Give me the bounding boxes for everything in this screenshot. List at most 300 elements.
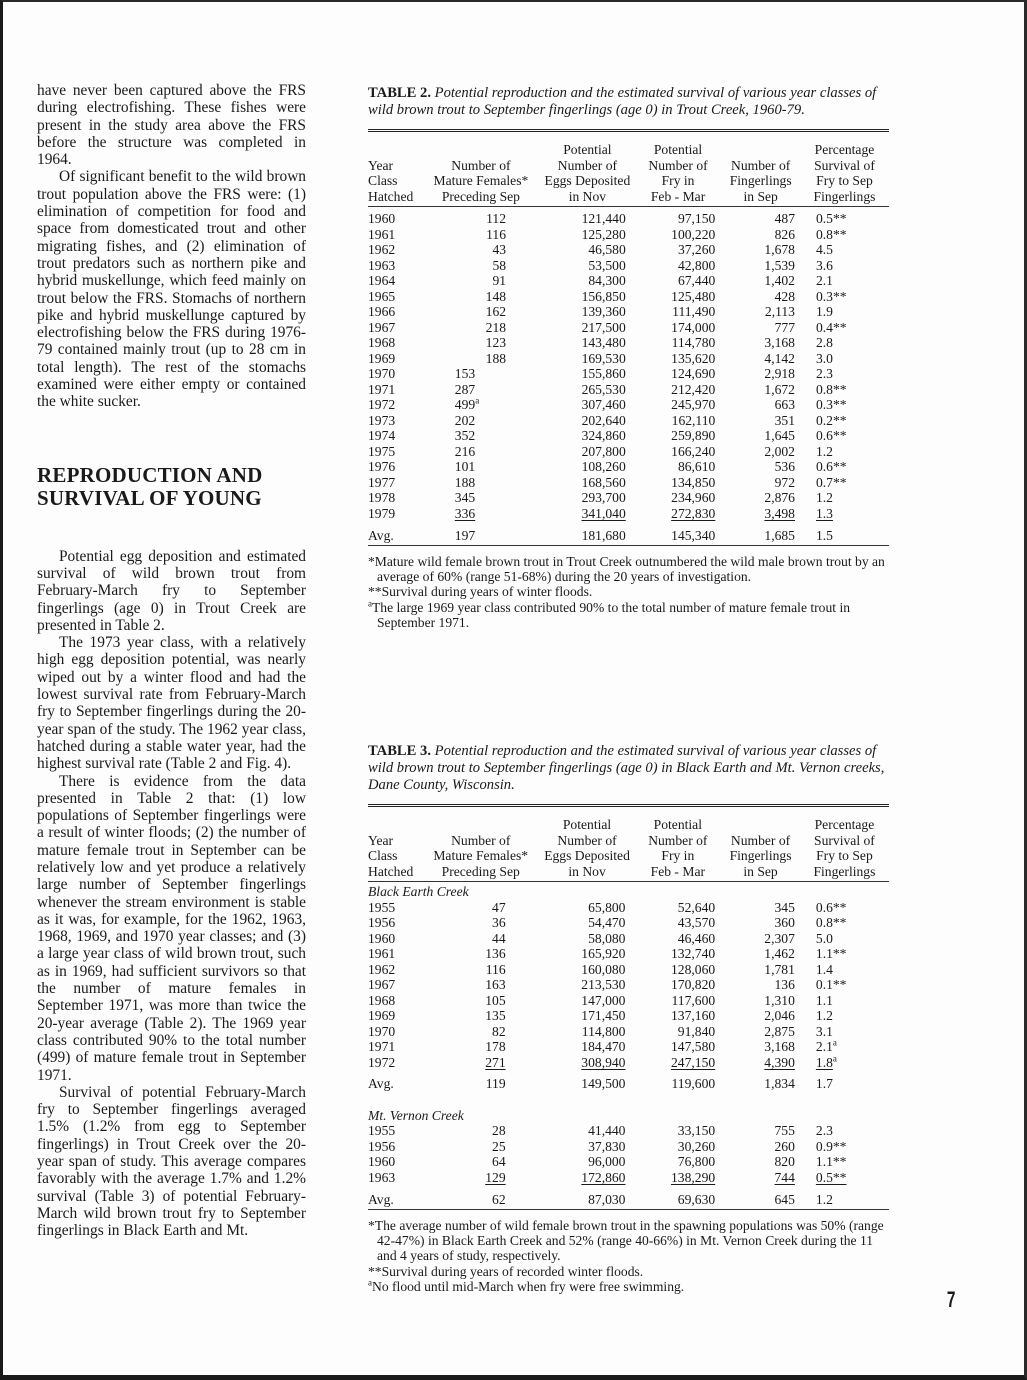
cell-eggs: 217,500: [581, 319, 626, 335]
cell-fry: 234,960: [671, 490, 716, 506]
cell-females: 153: [454, 366, 476, 382]
cell-year: 1967: [368, 977, 396, 993]
cell-females: 345: [454, 490, 476, 506]
cell-eggs: 207,800: [581, 443, 626, 459]
cell-year: 1963: [368, 257, 396, 273]
cell-fingerlings: 4,390: [764, 1054, 795, 1070]
table-row: [368, 1170, 889, 1186]
cell-survival: 1.2: [800, 1185, 889, 1209]
cell-females: 62: [422, 1185, 540, 1209]
table-row: [368, 273, 889, 289]
cell-females: 58: [492, 257, 507, 273]
cell-survival: 0.5**: [815, 1169, 847, 1185]
cell-year: 1970: [368, 1023, 396, 1039]
cell-year: 1973: [368, 412, 396, 428]
cell-eggs: 324,860: [581, 428, 626, 444]
cell-fingerlings: 351: [774, 412, 795, 428]
cell-fingerlings: 2,307: [764, 930, 795, 946]
cell-eggs: 155,860: [581, 366, 626, 382]
cell-fingerlings: 260: [774, 1138, 795, 1154]
cell-eggs: 84,300: [588, 273, 626, 289]
footnote: *The average number of wild female brown trout in the spawning populations was 50% (range 42-47%) in Black Earth Creek and 52% (range 40-66%) in Mt. Vernon Creek during the 11 and 4 years of study, respectively.: [368, 1217, 884, 1264]
table-row: [368, 931, 889, 947]
cell-survival: 1.1: [815, 992, 833, 1008]
cell-year: 1962: [368, 961, 396, 977]
cell-eggs: 46,580: [588, 242, 626, 258]
cell-year: 1965: [368, 288, 396, 304]
cell-females: 25: [492, 1138, 506, 1154]
cell-females: 112: [486, 211, 507, 227]
table-3: [368, 817, 889, 1210]
cell-females: 271: [485, 1054, 506, 1070]
cell-females: 123: [485, 335, 507, 351]
cell-fingerlings: 136: [774, 977, 795, 993]
cell-fingerlings: 1,672: [764, 381, 795, 397]
paragraph: have never been captured above the FRS during electrofishing. These fishes were present in the study area above the FRS before the structure was completed in 1964.: [37, 82, 306, 169]
cell-survival: 1.9: [815, 304, 833, 320]
cell-females: 162: [485, 304, 507, 320]
footnote: *Mature wild female brown trout in Trout Creek outnumbered the wild male brown trout by an average of 60% (range 51-68%) during the 20 years of investigation.: [368, 553, 885, 585]
cell-fingerlings: 820: [774, 1154, 795, 1170]
cell-fingerlings: 4,142: [764, 350, 795, 366]
cell-fry: 30,260: [677, 1138, 716, 1154]
table-row: [368, 1154, 889, 1170]
col-header-fingerlings: Number of Fingerlings in Sep: [721, 142, 800, 207]
table-row: [368, 242, 889, 258]
cell-fry: 69,630: [634, 1185, 721, 1209]
table-caption-text: Potential reproduction and the estimated survival of various year classes of wild brown trout to September fingerlings (age 0) in Black Earth and Mt. Vernon creeks, Dane County, Wisconsin.: [368, 743, 885, 793]
cell-fingerlings: 428: [774, 288, 795, 304]
table-2: [368, 142, 889, 546]
cell-eggs: 181,680: [540, 521, 635, 545]
cell-females: 82: [492, 1023, 506, 1039]
cell-females: 499$^a$: [454, 395, 480, 413]
table-3-body: [368, 882, 889, 1210]
cell-fry: 128,060: [670, 961, 716, 977]
double-rule: [368, 804, 889, 817]
table-row: [368, 1008, 889, 1024]
cell-year: 1961: [368, 226, 396, 242]
cell-survival: 2.1: [815, 273, 833, 289]
cell-fry: 117,600: [671, 992, 716, 1008]
table-row: [368, 304, 889, 320]
cell-eggs: 53,500: [588, 257, 626, 273]
header-row: [368, 817, 889, 882]
cell-fingerlings: 1,310: [764, 992, 795, 1008]
cell-females: 64: [492, 1154, 506, 1170]
table-caption: [368, 743, 889, 794]
cell-eggs: 265,530: [581, 381, 626, 397]
cell-eggs: 96,000: [588, 1154, 626, 1170]
cell-year: 1956: [368, 915, 396, 931]
cell-fry: 86,610: [677, 459, 716, 475]
header-row: [368, 142, 889, 207]
subgroup-heading-row: [368, 882, 889, 900]
table-label: TABLE 2.: [368, 85, 431, 101]
cell-fingerlings: 1,781: [764, 961, 795, 977]
table-row: [368, 444, 889, 460]
table-row: [368, 258, 889, 274]
table-row: [368, 915, 889, 931]
cell-females: 287: [454, 381, 476, 397]
cell-females: 44: [492, 930, 506, 946]
body-text-column: [37, 82, 306, 1240]
subgroup-title: Black Earth Creek: [368, 884, 469, 900]
cell-eggs: 156,850: [581, 288, 626, 304]
cell-fingerlings: 3,168: [764, 1039, 795, 1055]
cell-females: 91: [492, 273, 507, 289]
cell-fingerlings: 2,113: [764, 304, 795, 320]
cell-fingerlings: 663: [774, 397, 795, 413]
subgroup-title: Mt. Vernon Creek: [368, 1107, 464, 1123]
col-header-females: Number of Mature Females* Preceding Sep: [422, 817, 540, 882]
cell-eggs: 293,700: [581, 490, 626, 506]
cell-eggs: 172,860: [581, 1169, 626, 1185]
cell-year: 1976: [368, 459, 396, 475]
cell-fry: 134,850: [671, 474, 716, 490]
cell-females: 28: [492, 1123, 506, 1139]
cell-fry: 166,240: [671, 443, 716, 459]
cell-year: 1966: [368, 304, 396, 320]
cell-eggs: 160,080: [581, 961, 626, 977]
table-row: [368, 1123, 889, 1139]
cell-females: 352: [454, 428, 476, 444]
cell-survival: 0.5**: [815, 211, 847, 227]
cell-eggs: 171,450: [581, 1008, 626, 1024]
cell-fingerlings: 972: [774, 474, 795, 490]
cell-eggs: 307,460: [581, 397, 626, 413]
cell-fingerlings: 2,876: [764, 490, 795, 506]
cell-fingerlings: 1,834: [764, 1076, 795, 1092]
table-caption-text: Potential reproduction and the estimated survival of various year classes of wild brown trout to September fingerlings (age 0) in Trout Creek, 1960-79.: [368, 85, 877, 118]
cell-fingerlings: 1,645: [764, 428, 795, 444]
cell-fry: 46,460: [677, 930, 716, 946]
heading-line: REPRODUCTION AND: [37, 462, 263, 487]
table-row: [368, 382, 889, 398]
cell-fry: 43,570: [677, 915, 716, 931]
cell-survival: 4.5: [815, 242, 833, 258]
cell-fry: 247,150: [670, 1054, 716, 1070]
cell-year: 1972: [368, 1054, 396, 1070]
cell-eggs: 143,480: [581, 335, 626, 351]
cell-survival: 1.5: [800, 521, 889, 545]
cell-survival: 1.7: [815, 1076, 833, 1092]
cell-females: 101: [454, 459, 476, 475]
cell-year: 1977: [368, 474, 396, 490]
col-header-fry: Potential Number of Fry in Feb - Mar: [634, 817, 721, 882]
cell-eggs: 184,470: [581, 1039, 626, 1055]
cell-eggs: 121,440: [581, 211, 626, 227]
table-row: [368, 428, 889, 444]
cell-females: 218: [485, 319, 507, 335]
cell-survival: 1.2: [815, 1008, 833, 1024]
cell-eggs: 58,080: [588, 930, 626, 946]
cell-year: 1969: [368, 350, 396, 366]
table-row: [368, 351, 889, 367]
table-row: [368, 475, 889, 491]
table-row: [368, 946, 889, 962]
col-header-year: Year Class Hatched: [368, 817, 422, 882]
table-row: [368, 506, 889, 522]
cell-fry: 245,970: [671, 397, 716, 413]
cell-survival: 1.8$^a$: [815, 1053, 837, 1070]
cell-eggs: 308,940: [581, 1054, 626, 1070]
section-heading: [37, 464, 306, 510]
cell-females: 119: [485, 1076, 506, 1092]
cell-eggs: 165,920: [581, 946, 626, 962]
table-row: [368, 490, 889, 506]
cell-females: 216: [454, 443, 476, 459]
cell-year: 1970: [368, 366, 396, 382]
cell-eggs: 37,830: [588, 1138, 626, 1154]
cell-fry: 174,000: [671, 319, 716, 335]
cell-fry: 212,420: [671, 381, 716, 397]
cell-year: 1963: [368, 1169, 396, 1185]
cell-survival: 3.6: [815, 257, 833, 273]
cell-fingerlings: 777: [774, 319, 795, 335]
table-2-body: [368, 207, 889, 546]
cell-year: 1979: [368, 505, 396, 521]
cell-fingerlings: 755: [774, 1123, 795, 1139]
cell-females: 178: [485, 1039, 506, 1055]
cell-eggs: 87,030: [540, 1185, 635, 1209]
table-row: [368, 289, 889, 305]
cell-females: 105: [485, 992, 506, 1008]
cell-year: 1978: [368, 490, 396, 506]
average-row: [368, 1070, 889, 1092]
cell-year: 1962: [368, 242, 396, 258]
cell-fingerlings: 1,462: [764, 946, 795, 962]
cell-fry: 259,890: [671, 428, 716, 444]
col-header-eggs: Potential Number of Eggs Deposited in Nov: [540, 817, 635, 882]
cell-females: 188: [485, 350, 507, 366]
cell-year: 1968: [368, 335, 396, 351]
table-row: [368, 1024, 889, 1040]
cell-survival: 0.8**: [815, 226, 847, 242]
table-2-block: [368, 85, 889, 630]
footnote: **Survival during years of winter floods.: [368, 584, 593, 600]
cell-females: 116: [485, 961, 506, 977]
cell-eggs: 149,500: [581, 1076, 626, 1092]
cell-eggs: 202,640: [581, 412, 626, 428]
cell-survival: 0.7**: [815, 474, 847, 490]
cell-females: 188: [454, 474, 476, 490]
table-row: [368, 413, 889, 429]
cell-fingerlings: 1,685: [721, 521, 800, 545]
cell-year: 1971: [368, 1039, 396, 1055]
cell-fingerlings: 360: [774, 915, 795, 931]
cell-females: 197: [422, 521, 540, 545]
table-row: [368, 962, 889, 978]
cell-fry: 138,290: [670, 1169, 716, 1185]
col-header-females: Number of Mature Females* Preceding Sep: [422, 142, 540, 207]
cell-survival: 1.4: [815, 961, 833, 977]
cell-fingerlings: 645: [721, 1185, 800, 1209]
cell-fingerlings: 536: [774, 459, 795, 475]
cell-eggs: 147,000: [581, 992, 626, 1008]
cell-fry: 170,820: [670, 977, 716, 993]
double-rule: [368, 129, 889, 142]
paragraph: The 1973 year class, with a relatively high egg deposition potential, was nearly wiped out by a winter flood and had the lowest survival rate from February-March fry to September fingerlings during the 20-year span of the study. The 1962 year class, hatched during a stable water year, had the highest survival rate (Table 2 and Fig. 4).: [37, 634, 306, 773]
cell-fingerlings: 826: [774, 226, 795, 242]
cell-fry: 67,440: [677, 273, 716, 289]
cell-fry: 76,800: [677, 1154, 716, 1170]
cell-fry: 114,780: [671, 335, 716, 351]
col-header-fry: Potential Number of Fry in Feb - Mar: [635, 142, 722, 207]
cell-females: 148: [485, 288, 507, 304]
cell-year: 1972: [368, 397, 396, 413]
cell-year: 1975: [368, 443, 396, 459]
cell-fingerlings: 2,002: [764, 443, 795, 459]
cell-year: 1967: [368, 319, 396, 335]
table-row: [368, 1139, 889, 1155]
cell-fingerlings: 1,539: [764, 257, 795, 273]
cell-females: 163: [485, 977, 506, 993]
cell-eggs: 213,530: [581, 977, 626, 993]
cell-females: 129: [485, 1169, 506, 1185]
cell-eggs: 169,530: [581, 350, 626, 366]
cell-females: 36: [492, 915, 506, 931]
cell-eggs: 139,360: [581, 304, 626, 320]
cell-eggs: 125,280: [581, 226, 626, 242]
cell-survival: 1.3: [815, 505, 833, 521]
paragraph: Survival of potential February-March fry to September fingerlings averaged 1.5% (1.2% from egg to September fingerlings) in Trout Creek over the 20-year span of study. This average compares favorably with the average 1.7% and 1.2% survival (Table 3) of potential February-March wild brown trout fry to September fingerlings in Black Earth and Mt.: [37, 1083, 306, 1240]
col-header-fingerlings: Number of Fingerlings in Sep: [721, 817, 800, 882]
table-caption: [368, 85, 889, 119]
cell-fry: 97,150: [677, 211, 716, 227]
cell-fingerlings: 2,918: [764, 366, 795, 382]
cell-fry: 100,220: [671, 226, 716, 242]
cell-survival: 0.4**: [815, 319, 847, 335]
cell-fry: 52,640: [677, 899, 716, 915]
cell-eggs: 114,800: [581, 1023, 626, 1039]
cell-year: 1961: [368, 946, 396, 962]
paragraph: Of significant benefit to the wild brown trout population above the FRS were: (1) elimination of competition for food and space from domesticated trout and other migrating fishes, and (2) elimination of trout predators such as northern pike and hybrid muskellunge, which feed mainly on trout below the FRS. Stomachs of northern pike and hybrid muskellunge captured by electrofishing below the FRS during 1976-79 contained mainly trout (up to 28 cm in total length). The rest of the stomachs examined were either empty or contained the white sucker.: [37, 168, 306, 411]
cell-eggs: 168,560: [581, 474, 626, 490]
table-row: [368, 397, 889, 413]
cell-eggs: 65,800: [588, 899, 626, 915]
cell-fingerlings: 487: [774, 211, 795, 227]
cell-fry: 124,690: [671, 366, 716, 382]
cell-year: 1956: [368, 1138, 396, 1154]
cell-survival: 0.6**: [815, 459, 847, 475]
average-row: [368, 521, 889, 545]
cell-year: 1960: [368, 930, 396, 946]
footnote: $^a$No flood until mid-March when fry were free swimming.: [368, 1277, 685, 1295]
cell-fingerlings: 744: [774, 1169, 795, 1185]
table-3-footnotes: [368, 1218, 889, 1294]
cell-survival: 1.1**: [815, 946, 847, 962]
cell-fry: 125,480: [671, 288, 716, 304]
cell-eggs: 341,040: [581, 505, 626, 521]
cell-eggs: 41,440: [588, 1123, 626, 1139]
cell-survival: 5.0: [815, 930, 833, 946]
cell-fry: 147,580: [670, 1039, 716, 1055]
table-row: [368, 900, 889, 916]
cell-fry: 162,110: [671, 412, 716, 428]
cell-fry: 42,800: [677, 257, 716, 273]
cell-survival: 0.8**: [815, 915, 847, 931]
cell-year: 1955: [368, 1123, 396, 1139]
footnote: **Survival during years of recorded winter floods.: [368, 1263, 644, 1279]
cell-survival: 2.3: [815, 1123, 833, 1139]
cell-survival: 1.1**: [815, 1154, 847, 1170]
cell-females: 116: [486, 226, 507, 242]
cell-year: 1971: [368, 381, 396, 397]
cell-year: Avg.: [368, 521, 422, 545]
cell-survival: 0.6**: [815, 899, 847, 915]
table-row: [368, 366, 889, 382]
table-row: [368, 1055, 889, 1071]
cell-year: 1969: [368, 1008, 396, 1024]
cell-fingerlings: 1,402: [764, 273, 795, 289]
cell-year: 1960: [368, 1154, 396, 1170]
cell-fry: 33,150: [677, 1123, 716, 1139]
page-number: 7: [946, 1287, 956, 1312]
cell-fingerlings: 2,875: [764, 1023, 795, 1039]
table-row: [368, 977, 889, 993]
cell-fry: 91,840: [677, 1023, 716, 1039]
cell-females: 202: [454, 412, 476, 428]
cell-survival: 2.1$^a$: [815, 1037, 837, 1055]
cell-females: 135: [485, 1008, 506, 1024]
subgroup-heading-row: [368, 1106, 889, 1124]
table-row: [368, 211, 889, 227]
cell-fry: 135,620: [671, 350, 716, 366]
cell-fingerlings: 2,046: [764, 1008, 795, 1024]
cell-eggs: 54,470: [588, 915, 626, 931]
cell-survival: 0.3**: [815, 397, 847, 413]
table-row: [368, 227, 889, 243]
cell-fingerlings: 3,168: [764, 335, 795, 351]
cell-survival: 3.0: [815, 350, 833, 366]
cell-year: 1968: [368, 992, 396, 1008]
cell-fry: 132,740: [670, 946, 716, 962]
table-row: [368, 1039, 889, 1055]
cell-survival: 0.8**: [815, 381, 847, 397]
table-label: TABLE 3.: [368, 743, 431, 759]
cell-fry: 119,600: [671, 1076, 716, 1092]
cell-year: 1960: [368, 211, 396, 227]
cell-year: Avg.: [368, 1076, 394, 1092]
cell-females: 136: [485, 946, 506, 962]
cell-females: 336: [454, 505, 476, 521]
cell-survival: 0.3**: [815, 288, 847, 304]
table-3-block: [368, 743, 889, 1294]
table-row: [368, 335, 889, 351]
cell-females: 47: [492, 899, 506, 915]
paragraph: There is evidence from the data presented in Table 2 that: (1) low populations of September fingerlings were a result of winter floods; (2) the number of mature female trout in September can be relatively low and yet produce a relatively large number of September fingerlings whenever the stream environment is stable as it was, for example, for the 1962, 1963, 1968, 1969, and 1970 year classes; and (3) a large year class of wild brown trout, such as in 1969, had sufficient survivors so that the number of mature females in September 1971, was more than twice the 20-year average (Table 2). The 1969 year class contributed 90% to the total number (499) of mature female trout in September 1971.: [37, 772, 306, 1084]
cell-survival: 2.8: [815, 335, 833, 351]
cell-survival: 0.2**: [815, 412, 847, 428]
table-2-footnotes: [368, 554, 889, 630]
heading-line: SURVIVAL OF YOUNG: [37, 485, 262, 510]
footnote: $^a$The large 1969 year class contributed 90% to the total number of mature female trout in September 1971.: [368, 598, 851, 631]
col-header-eggs: Potential Number of Eggs Deposited in Nov: [540, 142, 635, 207]
col-header-survival: Percentage Survival of Fry to Sep Fingerlings: [800, 817, 889, 882]
cell-fry: 137,160: [670, 1008, 716, 1024]
cell-survival: 0.9**: [815, 1138, 847, 1154]
cell-survival: 1.2: [815, 443, 833, 459]
cell-survival: 0.6**: [815, 428, 847, 444]
average-row: [368, 1185, 889, 1209]
cell-eggs: 108,260: [581, 459, 626, 475]
cell-females: 43: [492, 242, 507, 258]
cell-fingerlings: 345: [774, 899, 795, 915]
cell-fry: 272,830: [671, 505, 716, 521]
cell-survival: 0.1**: [815, 977, 847, 993]
cell-survival: 2.3: [815, 366, 833, 382]
